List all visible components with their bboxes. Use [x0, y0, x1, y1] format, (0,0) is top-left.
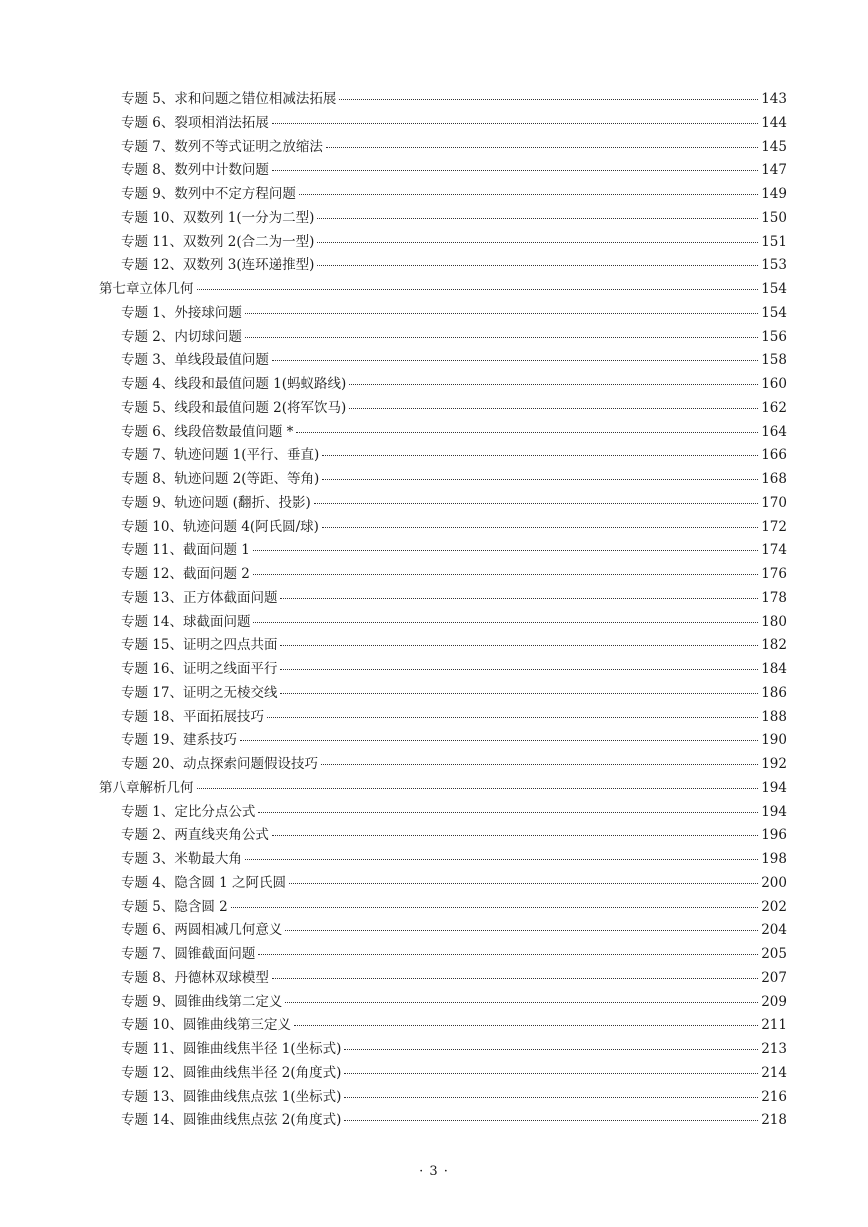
dot-leader: [197, 787, 759, 789]
toc-entry-title: 专题 7、圆锥截面问题: [121, 946, 256, 962]
toc-entry-page: 145: [761, 138, 787, 155]
toc-entry-title: 专题 8、丹德林双球模型: [121, 969, 269, 986]
dot-leader: [258, 953, 758, 955]
toc-entry: [121, 848, 787, 870]
toc-entry-page: 190: [761, 732, 787, 749]
dot-leader: [344, 1072, 758, 1074]
toc-entry-title: 专题 12、截面问题 2: [121, 566, 250, 582]
toc-entry: [121, 1014, 787, 1036]
toc-entry: [121, 1038, 787, 1060]
toc-entry: [121, 516, 787, 538]
dot-leader: [231, 906, 758, 908]
dot-leader: [280, 597, 758, 599]
toc-entry-title: 专题 1、外接球问题: [121, 304, 242, 321]
toc-entry-title: 专题 12、圆锥曲线焦半径 2(角度式): [121, 1064, 342, 1081]
dot-leader: [253, 573, 758, 575]
dot-leader: [314, 502, 759, 504]
toc-entry: [121, 943, 787, 965]
dot-leader: [272, 169, 758, 171]
dot-leader: [285, 929, 758, 931]
toc-entry-title: 第八章解析几何: [99, 779, 194, 796]
toc-entry: [121, 326, 787, 348]
toc-entry: [121, 159, 787, 181]
toc-entry-title: 第七章立体几何: [99, 281, 194, 297]
dot-leader: [258, 811, 758, 813]
toc-entry-page: 216: [761, 1088, 787, 1105]
dot-leader: [267, 716, 758, 718]
toc-entry-page: 214: [761, 1064, 787, 1081]
toc-entry: [121, 872, 787, 894]
toc-entry: [121, 611, 787, 633]
toc-entry: [121, 468, 787, 490]
dot-leader: [326, 146, 758, 148]
toc-entry-title: 专题 12、双数列 3(连环递推型): [121, 257, 315, 274]
dot-leader: [240, 739, 758, 741]
toc-entry: [121, 397, 787, 419]
dot-leader: [294, 1024, 758, 1026]
toc-entry-title: 专题 5、隐含圆 2: [121, 898, 228, 915]
dot-leader: [245, 858, 758, 860]
dot-leader: [322, 526, 758, 528]
dot-leader: [245, 312, 758, 314]
toc-entry-page: 202: [761, 898, 787, 915]
toc-entry: [121, 706, 787, 728]
toc-entry: [121, 682, 787, 704]
toc-entry: [121, 88, 787, 110]
toc-entry-page: 172: [761, 518, 787, 535]
toc-chapter-entry: [99, 777, 787, 799]
toc-entry-title: 专题 5、求和问题之错位相减法拓展: [121, 91, 337, 107]
toc-entry-title: 专题 14、圆锥曲线焦点弦 2(角度式): [121, 1112, 342, 1129]
dot-leader: [272, 834, 758, 836]
toc-entry: [121, 254, 787, 276]
toc-entry-page: 150: [761, 209, 787, 226]
toc-entry: [121, 1109, 787, 1131]
toc-entry-page: 174: [761, 542, 787, 559]
toc-entry-page: 170: [761, 494, 787, 511]
dot-leader: [253, 549, 758, 551]
toc-entry: [121, 658, 787, 680]
dot-leader: [285, 1001, 758, 1003]
toc-entry: [121, 231, 787, 253]
toc-entry-page: 160: [761, 376, 787, 392]
toc-entry: [121, 991, 787, 1013]
dot-leader: [317, 241, 758, 243]
toc-entry-page: 182: [761, 637, 787, 654]
toc-entry-page: 164: [761, 423, 787, 440]
toc-entry-title: 专题 8、数列中计数问题: [121, 162, 269, 179]
toc-entry-title: 专题 14、球截面问题: [121, 613, 251, 630]
toc-entry-page: 211: [761, 1017, 787, 1034]
toc-entry-title: 专题 7、轨迹问题 1(平行、垂直): [121, 447, 320, 464]
toc-entry: [121, 207, 787, 229]
toc-entry-page: 194: [761, 803, 787, 820]
toc-entry: [121, 729, 787, 751]
toc-entry-page: 194: [761, 779, 787, 796]
toc-entry-title: 专题 6、裂项相消法拓展: [121, 114, 269, 131]
toc-entry-page: 149: [761, 186, 787, 202]
toc-entry-page: 204: [761, 922, 787, 939]
toc-entry: [121, 896, 787, 918]
dot-leader: [321, 763, 758, 765]
dot-leader: [344, 1096, 758, 1098]
toc-entry: [121, 421, 787, 443]
dot-leader: [299, 193, 758, 195]
dot-leader: [280, 668, 758, 670]
toc-entry-page: 213: [761, 1041, 787, 1057]
toc-entry-page: 205: [761, 946, 787, 962]
toc-entry: [121, 801, 787, 823]
toc-entry-title: 专题 17、证明之无棱交线: [121, 684, 278, 701]
dot-leader: [296, 431, 758, 433]
toc-entry-page: 154: [761, 304, 787, 321]
dot-leader: [349, 407, 758, 409]
toc-entry-title: 专题 11、截面问题 1: [121, 542, 250, 559]
toc-entry-title: 专题 19、建系技巧: [121, 732, 237, 749]
toc-entry-page: 147: [761, 162, 787, 179]
toc-entry: [121, 492, 787, 514]
toc-entry-title: 专题 10、双数列 1(一分为二型): [121, 209, 315, 226]
toc-entry-page: 143: [761, 91, 787, 107]
toc-entry-title: 专题 6、两圆相减几何意义: [121, 922, 283, 939]
toc-entry-page: 158: [761, 352, 787, 369]
toc-entry-page: 162: [761, 399, 787, 416]
dot-leader: [245, 336, 758, 338]
toc-entry-page: 192: [761, 756, 787, 772]
toc-entry-title: 专题 10、圆锥曲线第三定义: [121, 1017, 291, 1034]
toc-entry: [121, 919, 787, 941]
dot-leader: [317, 264, 758, 266]
dot-leader: [339, 98, 758, 100]
toc-entry-title: 专题 4、线段和最值问题 1(蚂蚁路线): [121, 376, 347, 392]
toc-entry-title: 专题 4、隐含圆 1 之阿氏圆: [121, 874, 287, 891]
toc-entry: [121, 373, 787, 395]
toc-entry-page: 168: [761, 471, 787, 487]
toc-entry: [121, 967, 787, 989]
toc-entry-title: 专题 3、单线段最值问题: [121, 352, 269, 369]
toc-entry-title: 专题 9、圆锥曲线第二定义: [121, 993, 283, 1010]
dot-leader: [289, 882, 758, 884]
dot-leader: [253, 621, 758, 623]
toc-entry: [121, 112, 787, 134]
toc-entry-page: 178: [761, 589, 787, 606]
dot-leader: [344, 1119, 758, 1121]
toc-entry-page: 151: [761, 233, 787, 250]
toc-entry-title: 专题 5、线段和最值问题 2(将军饮马): [121, 399, 347, 416]
dot-leader: [349, 383, 758, 385]
toc-entry-page: 156: [761, 328, 787, 345]
toc-entry-page: 196: [761, 827, 787, 844]
toc-entry-page: 200: [761, 874, 787, 891]
toc-entry-title: 专题 6、线段倍数最值问题 *: [121, 423, 294, 440]
toc-entry-title: 专题 13、正方体截面问题: [121, 589, 278, 606]
dot-leader: [280, 644, 758, 646]
toc-entry-page: 218: [761, 1112, 787, 1129]
toc-entry-title: 专题 11、圆锥曲线焦半径 1(坐标式): [121, 1041, 342, 1057]
page-number: · 3 ·: [419, 1164, 449, 1179]
toc-entry-title: 专题 9、数列中不定方程问题: [121, 186, 296, 202]
toc-entry-page: 154: [761, 281, 787, 297]
dot-leader: [272, 122, 758, 124]
toc-entry-page: 198: [761, 851, 787, 867]
toc-entry-title: 专题 2、两直线夹角公式: [121, 827, 269, 844]
toc-entry-title: 专题 2、内切球问题: [121, 328, 242, 345]
toc-entry: [121, 136, 787, 158]
toc-entry: [121, 587, 787, 609]
toc-entry-title: 专题 8、轨迹问题 2(等距、等角): [121, 471, 320, 487]
toc-entry-title: 专题 10、轨迹问题 4(阿氏圆/球): [121, 518, 319, 535]
toc-entry-page: 144: [761, 114, 787, 131]
toc-entry: [121, 444, 787, 466]
dot-leader: [322, 454, 758, 456]
toc-entry-page: 184: [761, 661, 787, 677]
toc-entry-title: 专题 18、平面拓展技巧: [121, 708, 264, 725]
toc-entry: [121, 302, 787, 324]
toc-entry-page: 186: [761, 684, 787, 701]
toc-entry-page: 176: [761, 566, 787, 582]
dot-leader: [280, 692, 758, 694]
dot-leader: [317, 217, 758, 219]
toc-entry-title: 专题 1、定比分点公式: [121, 803, 256, 820]
toc-entry-title: 专题 3、米勒最大角: [121, 851, 242, 867]
toc-entry-page: 209: [761, 993, 787, 1010]
toc-entry: [121, 563, 787, 585]
toc-entry-title: 专题 9、轨迹问题 (翻折、投影): [121, 494, 311, 511]
toc-entry: [121, 183, 787, 205]
toc-entry: [121, 1086, 787, 1108]
toc-entry-title: 专题 16、证明之线面平行: [121, 661, 278, 677]
toc-entry-page: 207: [761, 969, 787, 986]
dot-leader: [322, 478, 758, 480]
toc-entry: [121, 539, 787, 561]
toc-entry-title: 专题 7、数列不等式证明之放缩法: [121, 138, 323, 155]
toc-entry: [121, 634, 787, 656]
toc-entry-page: 153: [761, 257, 787, 274]
toc-entry-title: 专题 13、圆锥曲线焦点弦 1(坐标式): [121, 1088, 342, 1105]
dot-leader: [272, 359, 758, 361]
toc-entry-title: 专题 11、双数列 2(合二为一型): [121, 233, 315, 250]
toc-entry-page: 166: [761, 447, 787, 464]
toc-entry: [121, 753, 787, 775]
toc-chapter-entry: [99, 278, 787, 300]
dot-leader: [197, 288, 759, 290]
toc-entry: [121, 824, 787, 846]
dot-leader: [344, 1048, 758, 1050]
toc-entry: [121, 349, 787, 371]
dot-leader: [272, 977, 758, 979]
toc-entry-page: 188: [761, 708, 787, 725]
toc-entry-page: 180: [761, 613, 787, 630]
toc-entry-title: 专题 15、证明之四点共面: [121, 637, 278, 654]
toc-entry-title: 专题 20、动点探索问题假设技巧: [121, 756, 318, 772]
toc-entry: [121, 1062, 787, 1084]
